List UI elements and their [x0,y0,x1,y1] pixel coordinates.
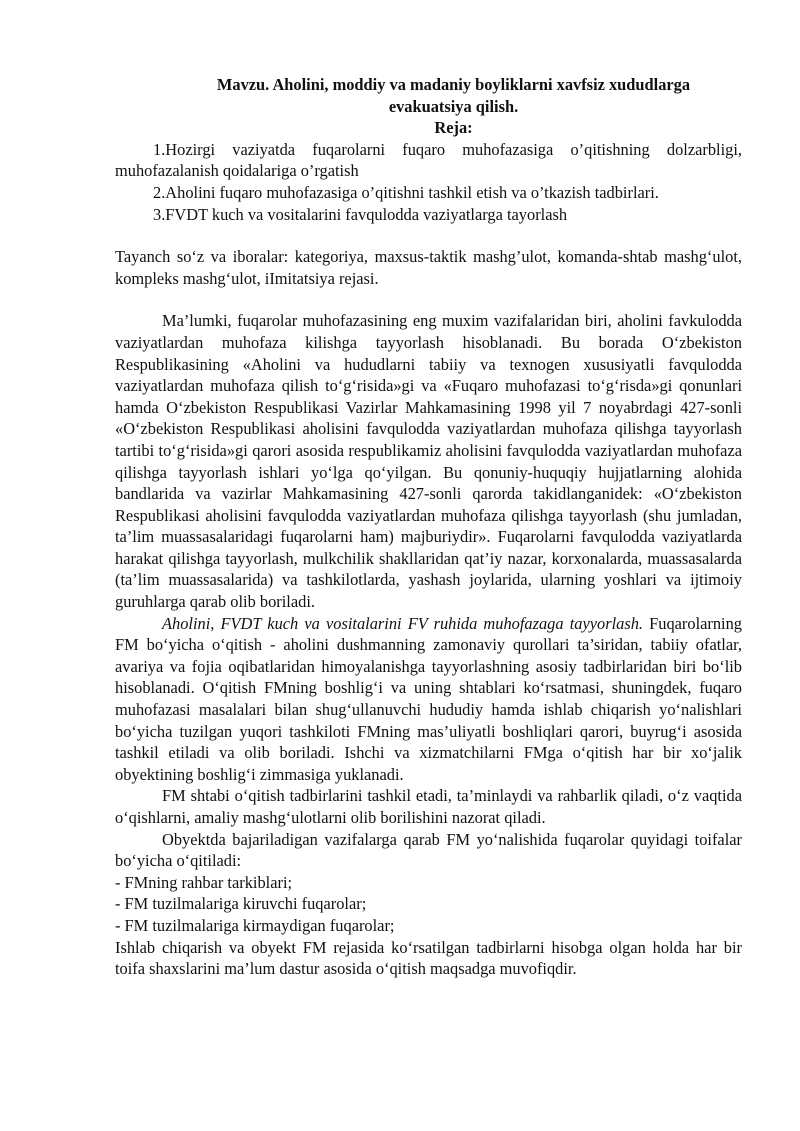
title-line-1: Mavzu. Aholini, moddiy va madaniy boyliklarni xavfsiz xududlarga [216,75,691,94]
paragraph-4: Obyektda bajariladigan vazifalarga qarab FM yo‘nalishida fuqarolar quyidagi toifalar bo‘yicha o‘qitiladi: [115,829,742,871]
dash-item-1: - FMning rahbar tarkiblari; [115,872,293,892]
paragraph-2-italic-heading: Aholini, FVDT kuch va vositalarini FV ruhida muhofazaga tayyorlash. [162,613,643,633]
spacer [115,289,742,310]
spacer [115,225,742,246]
paragraph-1: Ma’lumki, fuqarolar muhofazasining eng muxim vazifalaridan biri, aholini favkulodda vaziyatlardan muhofaza kilishga tayyorlash hisoblanadi. Bu borada O‘zbekiston Respublikasining «Aholini va hududlarni tabiiy va texnogen xususiyatli favqulodda vaziyatlardan muhofaza qilish to‘g‘risida»gi va «Fuqaro muhofazasi to‘g‘risda»gi qonunlari hamda O‘zbekiston Respublikasi Vazirlar Mahkamasining 1998 yil 7 noyabrdagi 427-sonli «O‘zbekiston Respublikasi aholisini favqulodda vaziyatlardan muhofaza qilishga tayyorlash tartibi to‘g‘risida»gi qarori asosida respublikamiz aholisini favqulodda vaziyatlardan muhofaza qilishga tayyorlash ishlari yo‘lga qo‘yilgan. Bu qonuniy-huquqiy hujjatlarning alohida bandlarida va vazirlar Mahkamasining 427-sonli qarorda takidlanganidek: «O‘zbekiston Respublikasi aholisini favqulodda vaziyatlardan muhofaza qilishga tayyorlash (shu jumladan, ta’lim muassasalaridagi fuqarolarni ham) majburiydir». Fuqarolarni favqulodda vaziyatlarda harakat qilishga tayyorlash, mulkchilik shakllaridan qat’iy nazar, korxonalarda, muassasalarda (ta’lim muassasalarida) va tashkilotlarda, yashash joylarida, ularning yoshlari va ijtimoiy guruhlarga qarab olib boriladi. [115,311,742,612]
title-line-2: evakuatsiya qilish. [388,96,519,116]
plan-item-1: 1.Hozirgi vaziyatda fuqarolarni fuqaro muhofazasiga o’qitishning dolzarbligi, muhofazalanish qoidalariga o’rgatish [115,139,742,181]
paragraph-2 [115,613,742,786]
dash-item-3: - FM tuzilmalariga kirmaydigan fuqarolar; [115,915,395,935]
keywords-paragraph: Tayanch so‘z va iboralar: kategoriya, maxsus-taktik mashg’ulot, komanda-shtab mashg‘ulot, kompleks mashg‘ulot, iImitatsiya rejasi. [115,247,742,288]
document-title [115,74,742,117]
paragraph-5: Ishlab chiqarish va obyekt FM rejasida ko‘rsatilgan tadbirlarni hisobga olgan holda har bir toifa shaxslarini ma’lum dastur asosida o‘qitish maqsadga muvofiqdir. [115,937,742,979]
paragraph-2-text: Fuqarolarning FM bo‘yicha o‘qitish - aholini dushmanning zamonaviy qurollari ta’siridan, tabiiy ofatlar, avariya va fojia oqibatlaridan himoyalanishga tayyorlashning asosiy tadbirlaridan biri bo‘lib hisoblanadi. O‘qitish FMning boshlig‘i va uning shtablari ko‘rsatmasi, shuningdek, fuqaro muhofazasi masalalari bilan shug‘ullanuvchi hududiy hamda ishlab chiqarish yo‘nalishlari bo‘yicha tuzilgan yuqori tashkiloti FMning mas’uliyatli boshliqlari qarori, buyrug‘i asosida tashkil etiladi va olib boriladi. Ishchi va xizmatchilarni FMga o‘qitish har bir xo‘jalik obyektining boshlig‘i zimmasiga yuklanadi. [115,613,742,784]
plan-item-3: 3.FVDT kuch va vositalarini favqulodda vaziyatlarga tayorlash [153,204,568,224]
dash-item-2: - FM tuzilmalariga kiruvchi fuqarolar; [115,894,367,914]
paragraph-3: FM shtabi o‘qitish tadbirlarini tashkil etadi, ta’minlaydi va rahbarlik qiladi, o‘z vaqtida o‘qishlarni, amaliy mashg‘ulotlarni olib borilishini nazorat qiladi. [115,786,742,827]
plan-item-2: 2.Aholini fuqaro muhofazasiga o’qitishni tashkil etish va o’tkazish tadbirlari. [153,182,659,202]
plan-heading: Reja: [434,118,473,138]
plan-list [115,139,742,225]
